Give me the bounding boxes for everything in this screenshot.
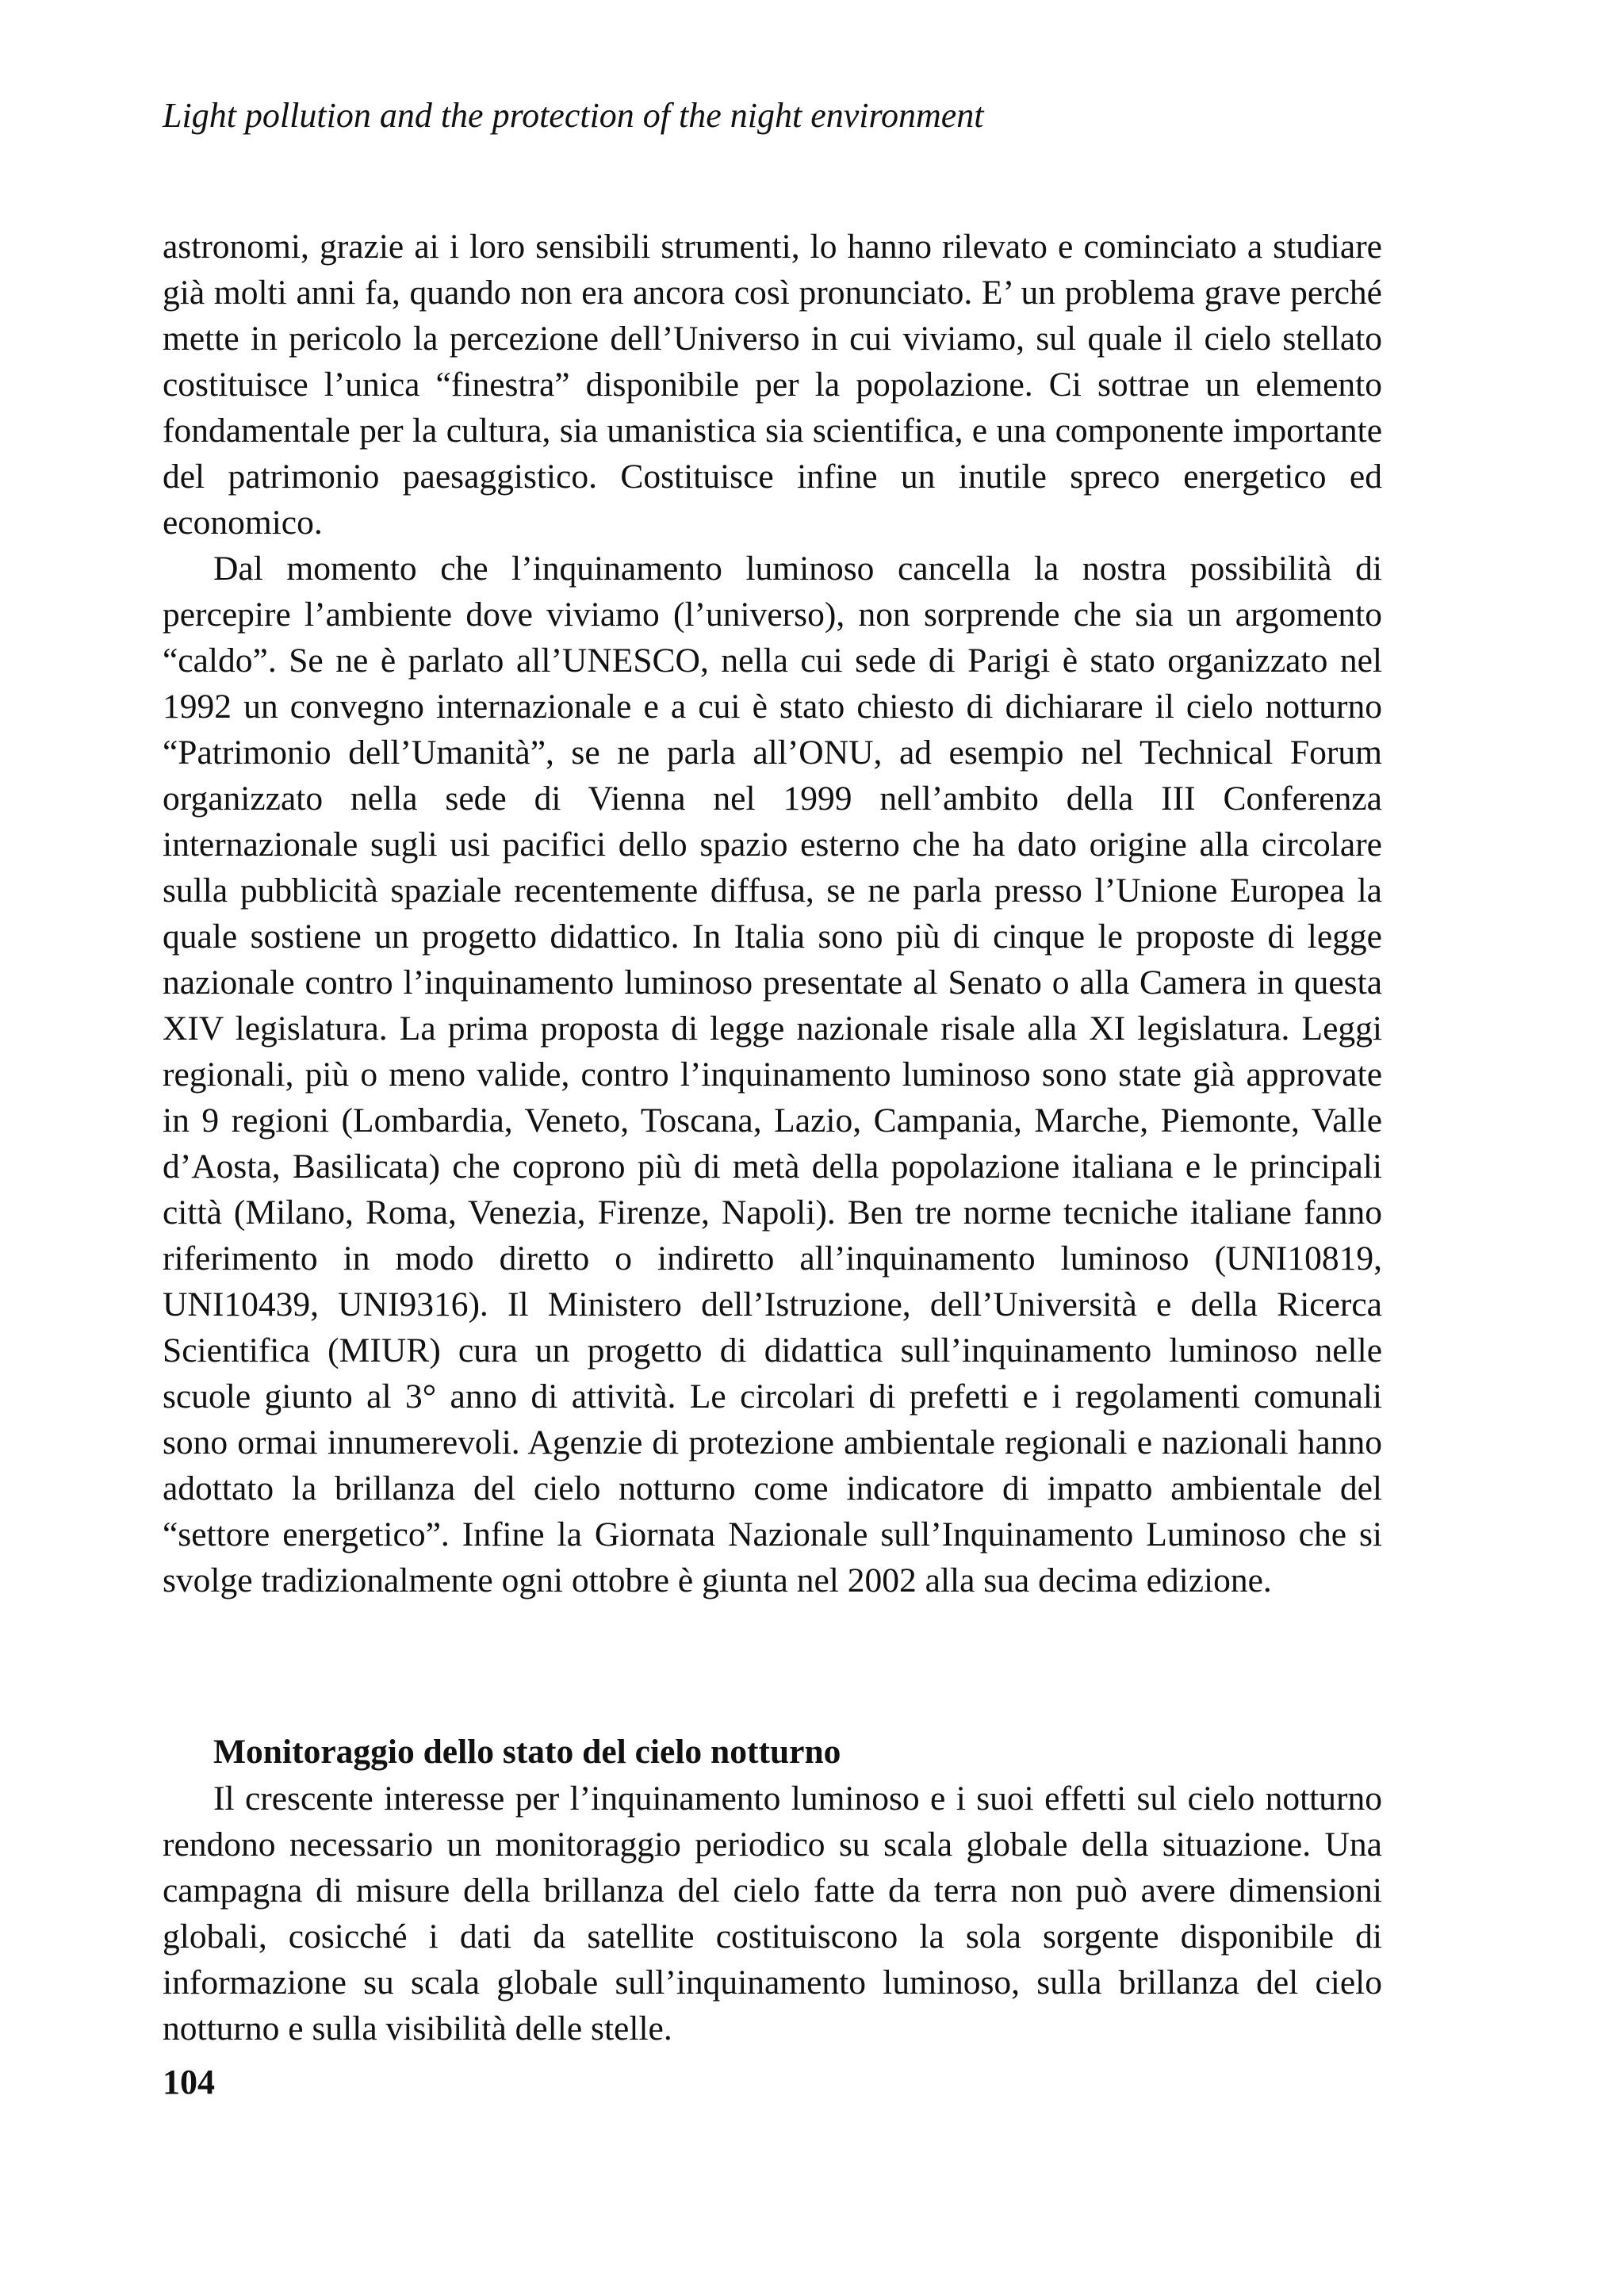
page-number: 104	[163, 2063, 215, 2101]
paragraph-continuation: astronomi, grazie ai i loro sensibili strumenti, lo hanno rilevato e cominciato a studiare già molti anni fa, quando non era ancora così pronunciato. E’ un problema grave perché mette in pericolo la percezione dell’Universo in cui viviamo, sul quale il cielo stellato costituisce l’unica “finestra” disponibile per la popolazione. Ci sottrae un elemento fondamentale per la cultura, sia umanistica sia scientifica, e una componente importante del patrimonio paesaggistico. Costituisce infine un inutile spreco energetico ed economico.	[163, 228, 1382, 542]
section-text-block	[163, 1776, 1382, 2052]
running-header: Light pollution and the protection of the night environment	[163, 96, 984, 135]
section-heading: Monitoraggio dello stato del cielo notturno	[213, 1733, 841, 1771]
paragraph-monitoring: Il crescente interesse per l’inquinamento luminoso e i suoi effetti sul cielo notturno rendono necessario un monitoraggio periodico su scala globale della situazione. Una campagna di misure della brillanza del cielo fatte da terra non può avere dimensioni globali, cosicché i dati da satellite costituiscono la sola sorgente disponibile di informazione su scala globale sull’inquinamento luminoso, sulla brillanza del cielo notturno e sulla visibilità delle stelle.	[163, 1780, 1382, 2048]
paragraph-legislation: Dal momento che l’inquinamento luminoso cancella la nostra possibilità di percepire l’ambiente dove viviamo (l’universo), non sorprende che sia un argomento “caldo”. Se ne è parlato all’UNESCO, nella cui sede di Parigi è stato organizzato nel 1992 un convegno internazionale e a cui è stato chiesto di dichiarare il cielo notturno “Patrimonio dell’Umanità”, se ne parla all’ONU, ad esempio nel Technical Forum organizzato nella sede di Vienna nel 1999 nell’ambito della III Conferenza internazionale sugli usi pacifici dello spazio esterno che ha dato origine alla circolare sulla pubblicità spaziale recentemente diffusa, se ne parla presso l’Unione Europea la quale sostiene un progetto didattico. In Italia sono più di cinque le proposte di legge nazionale contro l’inquinamento luminoso presentate al Senato o alla Camera in questa XIV legislatura. La prima proposta di legge nazionale risale alla XI legislatura. Leggi regionali, più o meno valide, contro l’inquinamento luminoso sono state già approvate in 9 regioni (Lombardia, Veneto, Toscana, Lazio, Campania, Marche, Piemonte, Valle d’Aosta, Basilicata) che coprono più di metà della popolazione italiana e le principali città (Milano, Roma, Venezia, Firenze, Napoli). Ben tre norme tecniche italiane fanno riferimento in modo diretto o indiretto all’inquinamento luminoso (UNI10819, UNI10439, UNI9316). Il Ministero dell’Istruzione, dell’Università e della Ricerca Scientifica (MIUR) cura un progetto di didattica sull’inquinamento luminoso nelle scuole giunto al 3° anno di attività. Le circolari di prefetti e i regolamenti comunali sono ormai innumerevoli. Agenzie di protezione ambientale regionali e nazionali hanno adottato la brillanza del cielo notturno come indicatore di impatto ambientale del “settore energetico”. Infine la Giornata Nazionale sull’Inquinamento Luminoso che si svolge tradizionalmente ogni ottobre è giunta nel 2002 alla sua decima edizione.	[163, 550, 1382, 1599]
main-text-block	[163, 224, 1382, 1603]
